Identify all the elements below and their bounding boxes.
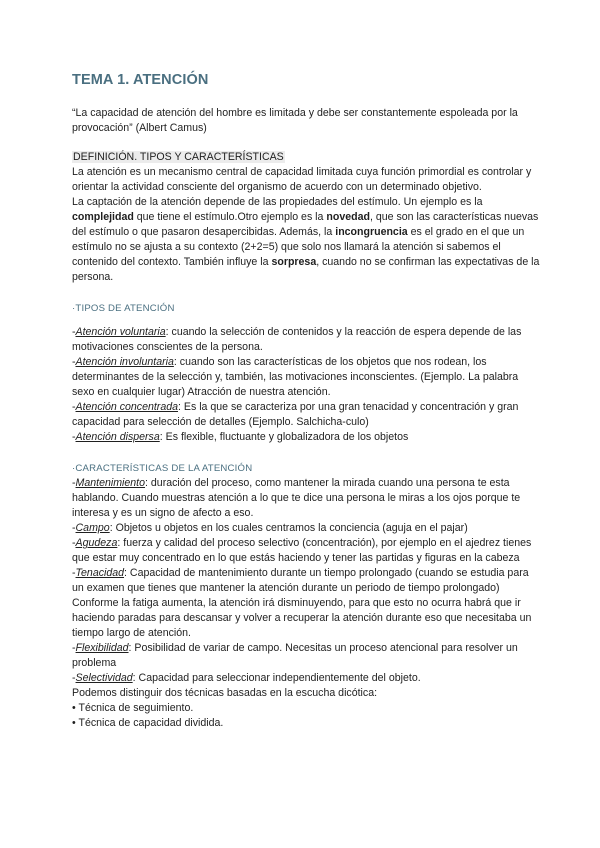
term: Tenacidad: [75, 567, 125, 579]
term: Atención concentrada: [75, 401, 179, 413]
bold-term: sorpresa: [271, 256, 317, 268]
term-description: : Objetos u objetos en los cuales centramos la conciencia (aguja en el pajar): [109, 522, 468, 534]
page-title: TEMA 1. ATENCIÓN: [72, 72, 209, 88]
content-body: [72, 150, 542, 731]
subheading-types: ·TIPOS DE ATENCIÓN: [72, 303, 175, 314]
term-description: : fuerza y calidad del proceso selectivo (concentración), por ejemplo en el ajedrez tienes que estar muy concentrado en lo que estás haciendo y tener las partidas y figuras en la cabeza: [72, 537, 532, 564]
term: Atención voluntaria: [75, 326, 166, 338]
list-item: -Mantenimiento: duración del proceso, como mantener la mirada cuando una persona te esta hablando. Cuando muestras atención a lo que te dice una persona le miras a los ojos porque te interesa y es un signo de afecto a eso.: [72, 477, 521, 519]
term: Selectividad: [75, 672, 133, 684]
types-list: [72, 325, 542, 445]
section-heading-definition: [72, 150, 542, 165]
term: Flexibilidad: [75, 642, 129, 654]
list-item: -Atención voluntaria: cuando la selección de contenidos y la reacción de espera depende de las motivaciones conscientes de la persona.: [72, 326, 522, 353]
list-item: -Atención concentrada: Es la que se caracteriza por una gran tenacidad y concentración y gran capacidad para selección de detalles (Ejemplo. Salchicha-culo): [72, 401, 519, 428]
list-item: -Flexibilidad: Posibilidad de variar de campo. Necesitas un proceso atencional para resolver un problema: [72, 642, 518, 669]
bullet-item: • Técnica de seguimiento.: [72, 702, 194, 714]
techniques-intro: Podemos distinguir dos técnicas basadas en la escucha dicótica:: [72, 687, 378, 699]
term: Mantenimiento: [75, 477, 146, 489]
term-description: : Capacidad para seleccionar independientemente del objeto.: [132, 672, 421, 684]
text-run: , que son las características nuevas del estímulo o que pasaron desapercibidas. Además, la: [72, 211, 539, 238]
text-run: que tiene el estímulo.Otro ejemplo es la: [133, 211, 327, 223]
characteristics-list: [72, 476, 542, 731]
term-description: : Posibilidad de variar de campo. Necesitas un proceso atencional para resolver un problema: [72, 642, 518, 669]
bold-term: novedad: [326, 211, 370, 223]
subheading-characteristics: ·CARACTERÍSTICAS DE LA ATENCIÓN: [72, 463, 253, 474]
bullet-text: Técnica de capacidad dividida.: [78, 717, 224, 729]
term: Atención dispersa: [75, 431, 160, 443]
stimulus-paragraph: [72, 195, 542, 285]
list-item: -Atención involuntaria: cuando son las características de los objetos que nos rodean, los determinantes de la selección y, también, las motivaciones inconscientes. (Ejemplo. La palabra sexo en cualquier lugar) Atracción de nuestra atención.: [72, 356, 519, 398]
list-item: -Agudeza: fuerza y calidad del proceso selectivo (concentración), por ejemplo en el ajedrez tienes que estar muy concentrado en lo que estás haciendo y tener las partidas y figuras en la cabeza: [72, 537, 532, 564]
text-run: La captación de la atención depende de las propiedades del estímulo. Un ejemplo es la: [72, 196, 483, 208]
list-item: -Tenacidad: Capacidad de mantenimiento durante un tiempo prolongado (cuando se estudia para un examen que tienes que mantener la atención durante un periodo de tiempo prolongado) Conforme la fatiga aumenta, la atención irá disminuyendo, para que esto no ocurra habrá que ir haciendo paradas para descansar y volver a recuperar la atención durante eso que necesitaba un tiempo largo de atención.: [72, 567, 532, 639]
term: Campo: [75, 522, 110, 534]
definition-paragraph: La atención es un mecanismo central de capacidad limitada cuya función primordial es controlar y orientar la actividad consciente del organismo de acuerdo con un determinado objetivo.: [72, 166, 532, 193]
term-description: : Es flexible, fluctuante y globalizadora de los objetos: [159, 431, 409, 443]
bold-term: incongruencia: [335, 226, 408, 238]
term-description: : duración del proceso, como mantener la mirada cuando una persona te esta hablando. Cuando muestras atención a lo que te dice una persona le miras a los ojos porque te interesa y es un signo de afecto a eso.: [72, 477, 521, 519]
term: Agudeza: [75, 537, 118, 549]
list-item: -Atención dispersa: Es flexible, fluctuante y globalizadora de los objetos: [72, 431, 409, 443]
text-run: es el grado en el que un estímulo no se ajusta a su contexto (2+2=5) que solo nos llamará la atención si sabemos el contenido del contexto. También influye la: [72, 226, 525, 268]
bullet-item: • Técnica de capacidad dividida.: [72, 717, 224, 729]
bullet-text: Técnica de seguimiento.: [78, 702, 194, 714]
term-description: : cuando son las características de los objetos que nos rodean, los determinantes de la selección y, también, las motivaciones inconscientes. (Ejemplo. La palabra sexo en cualquier lugar) Atracción de nuestra atención.: [72, 356, 519, 398]
list-item: -Campo: Objetos u objetos en los cuales centramos la conciencia (aguja en el pajar): [72, 522, 468, 534]
highlighted-heading: DEFINICIÓN. TIPOS Y CARACTERÍSTICAS: [73, 151, 284, 163]
term-description: : Es la que se caracteriza por una gran tenacidad y concentración y gran capacidad para selección de detalles (Ejemplo. Salchicha-culo): [72, 401, 519, 428]
term-description: : Capacidad de mantenimiento durante un tiempo prolongado (cuando se estudia para un examen que tienes que mantener la atención durante un periodo de tiempo prolongado) Conforme la fatiga aumenta, la atención irá disminuyendo, para que esto no ocurra habrá que ir haciendo paradas para descansar y volver a recuperar la atención durante eso que necesitaba un tiempo largo de atención.: [72, 567, 532, 639]
epigraph-quote: “La capacidad de atención del hombre es limitada y debe ser constantemente espoleada por la provocación” (Albert Camus): [72, 107, 518, 134]
text-run: , cuando no se confirman las expectativas de la persona.: [72, 256, 540, 283]
bold-term: complejidad: [72, 211, 134, 223]
list-item: -Selectividad: Capacidad para seleccionar independientemente del objeto.: [72, 672, 421, 684]
term: Atención involuntaria: [75, 356, 174, 368]
term-description: : cuando la selección de contenidos y la reacción de espera depende de las motivaciones conscientes de la persona.: [72, 326, 522, 353]
